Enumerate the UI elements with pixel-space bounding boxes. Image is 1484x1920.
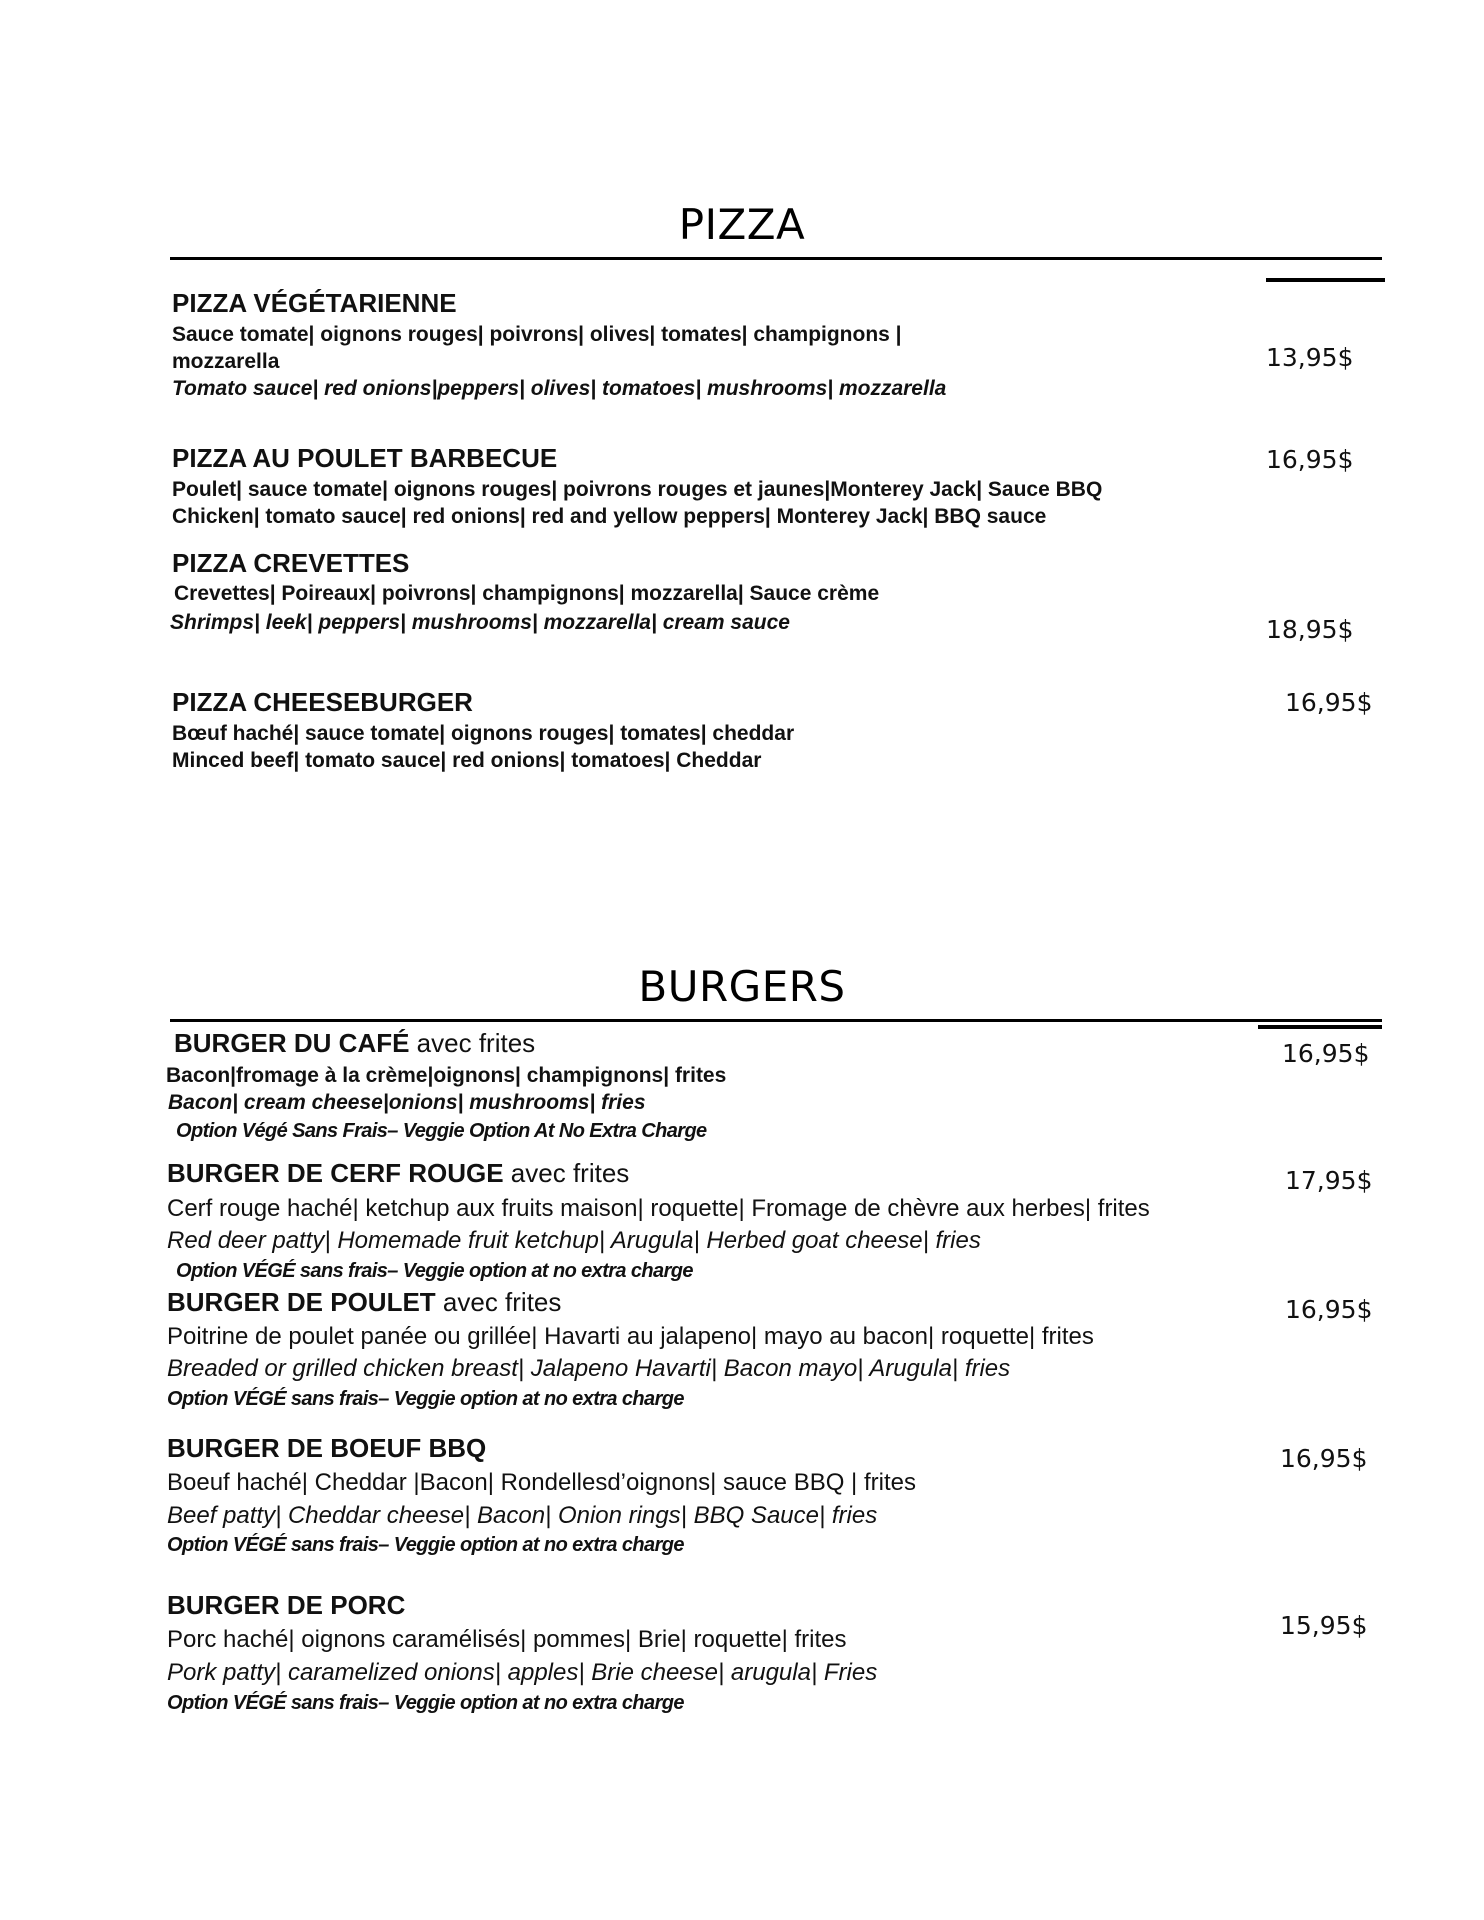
item-price: 13,95$: [1266, 343, 1354, 372]
item-name: PIZZA CREVETTES: [172, 548, 410, 578]
pizza-section-title: PIZZA: [678, 200, 806, 249]
item-description-en: Minced beef| tomato sauce| red onions| tomatoes| Cheddar: [172, 749, 762, 772]
item-price: 16,95$: [1285, 688, 1373, 717]
veggie-option-note: Option VÉGÉ sans frais– Veggie option at no extra charge: [167, 1692, 684, 1714]
item-description-fr: Poitrine de poulet panée ou grillée| Havarti au jalapeno| mayo au bacon| roquette| frites: [167, 1323, 1094, 1350]
item-description-en: Shrimps| leek| peppers| mushrooms| mozzarella| cream sauce: [170, 611, 790, 634]
item-description-en: Red deer patty| Homemade fruit ketchup| Arugula| Herbed goat cheese| fries: [167, 1227, 981, 1254]
item-description-fr: Sauce tomate| oignons rouges| poivrons| olives| tomates| champignons |: [172, 323, 902, 346]
burgers-section-title: BURGERS: [638, 962, 846, 1011]
item-name: BURGER DE BOEUF BBQ: [167, 1433, 487, 1463]
item-price: 15,95$: [1280, 1611, 1368, 1640]
item-price: 17,95$: [1285, 1166, 1373, 1195]
item-name-text: BURGER DE POULET: [167, 1287, 436, 1317]
item-price: 16,95$: [1285, 1295, 1373, 1324]
item-description-fr: Bacon|fromage à la crème|oignons| champignons| frites: [166, 1064, 727, 1087]
item-description-fr: Bœuf haché| sauce tomate| oignons rouges| tomates| cheddar: [172, 722, 795, 745]
veggie-option-note: Option VÉGÉ sans frais– Veggie option at no extra charge: [167, 1388, 684, 1410]
item-description-fr: Poulet| sauce tomate| oignons rouges| poivrons rouges et jaunes|Monterey Jack| Sauce BBQ: [172, 478, 1103, 501]
item-name: [174, 1028, 535, 1059]
item-name: [167, 1287, 561, 1318]
item-price: 16,95$: [1282, 1039, 1370, 1068]
item-name-suffix: avec frites: [503, 1158, 630, 1188]
item-name-text: BURGER DE CERF ROUGE: [167, 1158, 504, 1188]
veggie-option-note: Option VÉGÉ sans frais– Veggie option at no extra charge: [176, 1260, 693, 1282]
item-name: PIZZA AU POULET BARBECUE: [172, 443, 558, 473]
item-description-fr: Cerf rouge haché| ketchup aux fruits maison| roquette| Fromage de chèvre aux herbes| frites: [167, 1195, 1150, 1222]
item-price: 16,95$: [1266, 445, 1354, 474]
veggie-option-note: Option VÉGÉ sans frais– Veggie option at no extra charge: [167, 1534, 684, 1556]
item-description-en: Beef patty| Cheddar cheese| Bacon| Onion rings| BBQ Sauce| fries: [167, 1502, 878, 1529]
pizza-title-rule: [170, 257, 1382, 260]
burgers-title-rule: [170, 1019, 1382, 1022]
item-price: 18,95$: [1266, 615, 1354, 644]
item-description-en: Breaded or grilled chicken breast| Jalapeno Havarti| Bacon mayo| Arugula| fries: [167, 1355, 1011, 1382]
item-description-en: Tomato sauce| red onions|peppers| olives| tomatoes| mushrooms| mozzarella: [172, 377, 947, 400]
item-name: [167, 1158, 629, 1189]
item-description-fr: mozzarella: [172, 350, 280, 373]
item-description-fr: Boeuf haché| Cheddar |Bacon| Rondellesd’oignons| sauce BBQ | frites: [167, 1469, 916, 1496]
item-description-en: Chicken| tomato sauce| red onions| red and yellow peppers| Monterey Jack| BBQ sauce: [172, 505, 1047, 528]
item-name-text: BURGER DU CAFÉ: [174, 1028, 410, 1058]
item-description-fr: Porc haché| oignons caramélisés| pommes| Brie| roquette| frites: [167, 1626, 847, 1653]
item-description-fr: Crevettes| Poireaux| poivrons| champignons| mozzarella| Sauce crème: [174, 582, 880, 605]
pizza-price-rule: [1266, 278, 1385, 282]
item-name: PIZZA VÉGÉTARIENNE: [172, 288, 457, 318]
item-description-en: Pork patty| caramelized onions| apples| Brie cheese| arugula| Fries: [167, 1659, 878, 1686]
item-name-suffix: avec frites: [435, 1287, 562, 1317]
burgers-price-rule: [1258, 1025, 1382, 1029]
item-name: PIZZA CHEESEBURGER: [172, 687, 473, 717]
item-name-suffix: avec frites: [409, 1028, 536, 1058]
item-price: 16,95$: [1280, 1444, 1368, 1473]
item-name: BURGER DE PORC: [167, 1590, 406, 1620]
veggie-option-note: Option Végé Sans Frais– Veggie Option At No Extra Charge: [176, 1120, 707, 1142]
item-description-en: Bacon| cream cheese|onions| mushrooms| fries: [168, 1091, 646, 1114]
